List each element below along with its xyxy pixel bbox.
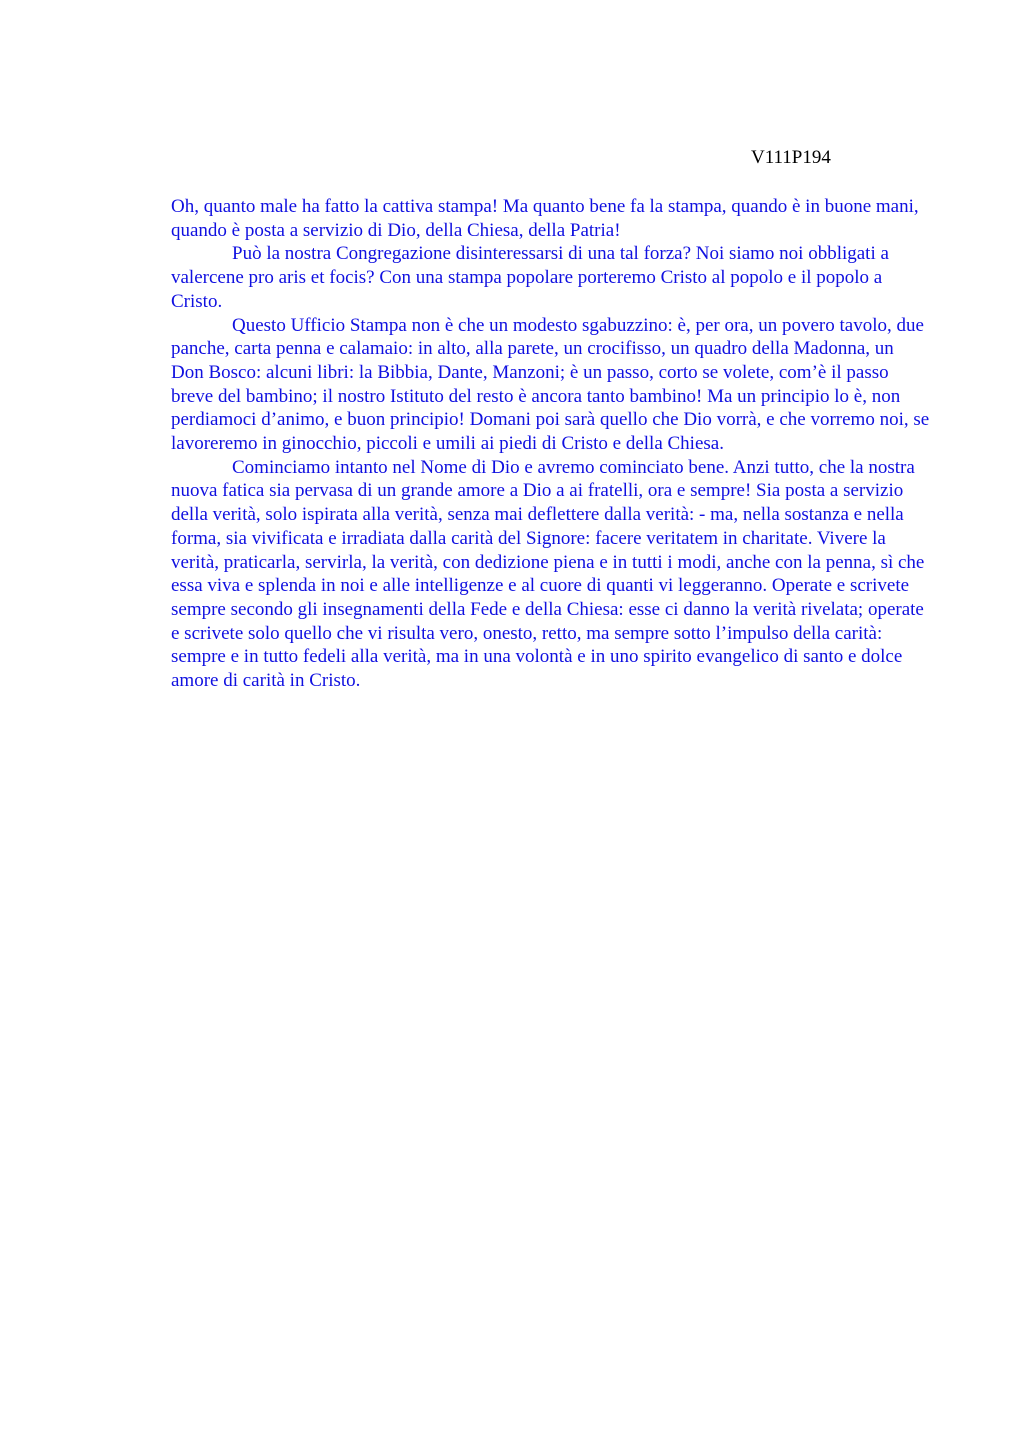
paragraph-4: Cominciamo intanto nel Nome di Dio e avremo cominciato bene. Anzi tutto, che la nostra nuova fatica sia pervasa di un grande amore a Dio a ai fratelli, ora e sempre! Sia posta a servizio della verità, solo ispirata alla verità, senza mai deflettere dalla verità: - ma, nella sostanza e nella forma, sia vivificata e irradiata dalla carità del Signore: facere veritatem in charitate. Vivere la verità, praticarla, servirla, la verità, con dedizione piena e in tutti i modi, anche con la penna, sì che essa viva e splenda in noi e alle intelligenze e al cuore di quanti vi leggeranno. Operate e scrivete sempre secondo gli insegnamenti della Fede e della Chiesa: esse ci danno la verità rivelata; operate e scrivete solo quello che vi risulta vero, onesto, retto, ma sempre sotto l’impulso della carità: sempre e in tutto fedeli alla verità, ma in una volontà e in uno spirito evangelico di santo e dolce amore di carità in Cristo. bbox=[171, 456, 925, 692]
page-reference: V111P194 bbox=[751, 147, 831, 168]
document-body bbox=[171, 195, 931, 693]
paragraph-3: Questo Ufficio Stampa non è che un modesto sgabuzzino: è, per ora, un povero tavolo, due panche, carta penna e calamaio: in alto, alla parete, un crocifisso, un quadro della Madonna, un Don Bosco: alcuni libri: la Bibbia, Dante, Manzoni; è un passo, corto se volete, com’è il passo breve del bambino; il nostro Istituto del resto è ancora tanto bambino! Ma un principio lo è, non perdiamoci d’animo, e buon principio! Domani poi sarà quello che Dio vorrà, e che vorremo noi, se lavoreremo in ginocchio, piccoli e umili ai piedi di Cristo e della Chiesa. bbox=[171, 314, 930, 455]
paragraph-1: Oh, quanto male ha fatto la cattiva stampa! Ma quanto bene fa la stampa, quando è in buone mani, quando è posta a servizio di Dio, della Chiesa, della Patria! bbox=[171, 196, 919, 241]
paragraph-2: Può la nostra Congregazione disinteressarsi di una tal forza? Noi siamo noi obbligati a valercene pro aris et focis? Con una stampa popolare porteremo Cristo al popolo e il popolo a Cristo. bbox=[171, 243, 889, 312]
